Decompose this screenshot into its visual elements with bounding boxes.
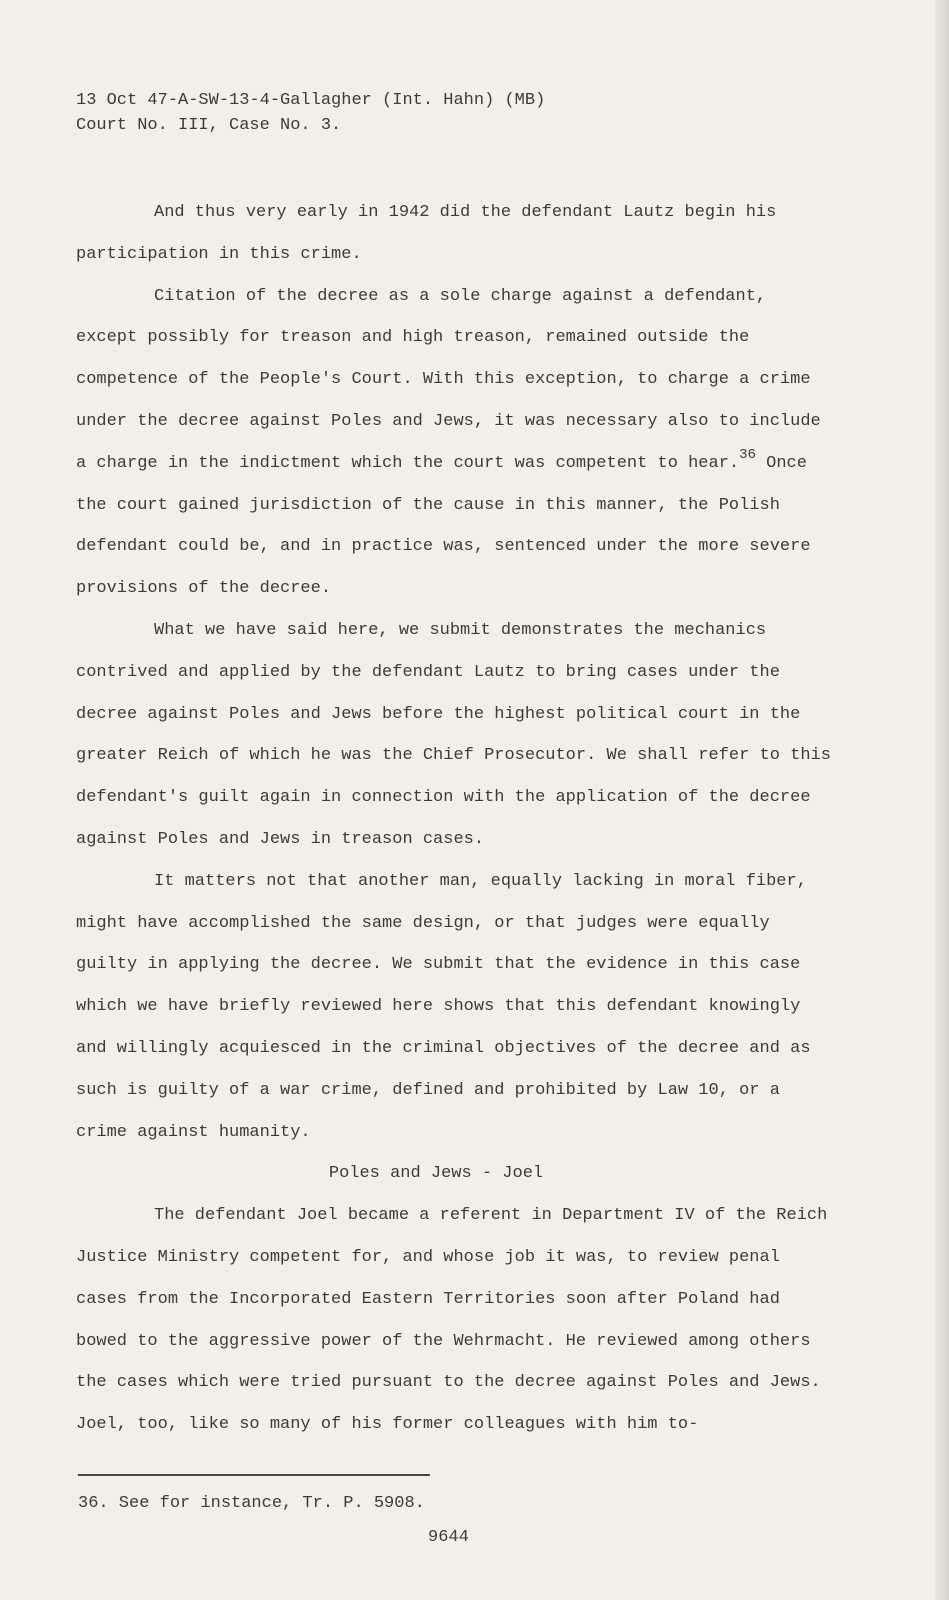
paragraph-2-text: Citation of the decree as a sole charge against a defendant, except possibly for treason and high treason, remained outside the competence of the People's Court. With this exception, to charge a crime under the decree against Poles and Jews, it was necessary also to include a charge in the indictment which the court was competent to hear. xyxy=(76,286,821,473)
footnote-reference: 36 xyxy=(739,446,756,463)
paragraph-5: The defendant Joel became a referent in Department IV of the Reich Justice Ministry competent for, and whose job it was, to review penal cases from the Incorporated Eastern Territories soon after Poland had bowed to the aggressive power of the Wehrmacht. He reviewed among others the cases which were tried pursuant to the decree against Poles and Jews. Joel, too, like so many of his former colleagues with him to- xyxy=(76,1206,828,1435)
paragraph-3: What we have said here, we submit demonstrates the mechanics contrived and applied by the defendant Lautz to bring cases under the decree against Poles and Jews before the highest political court in the greater Reich of which he was the Chief Prosecutor. We shall refer to this defendant's guilt again in connection with the application of the decree against Poles and Jews in treason cases. xyxy=(76,620,831,849)
page-number: 9644 xyxy=(428,1528,469,1547)
header-line-2: Court No. III, Case No. 3. xyxy=(76,116,342,135)
paragraph-2-continuation: Once the court gained jurisdiction of the cause in this manner, the Polish defendant could be, and in practice was, sentenced under the more severe provisions of the decree. xyxy=(76,453,811,599)
paragraph-4: It matters not that another man, equally lacking in moral fiber, might have accomplished the same design, or that judges were equally guilty in applying the decree. We submit that the evidence in this case which we have briefly reviewed here shows that this defendant knowingly and willingly acquiesced in the criminal objectives of the decree and as such is guilty of a war crime, defined and prohibited by Law 10, or a crime against humanity. xyxy=(76,871,811,1142)
document-body xyxy=(76,192,836,1446)
document-header xyxy=(76,88,545,138)
paragraph-2 xyxy=(76,276,836,610)
page-edge-shadow xyxy=(935,0,949,1600)
footnote: 36. See for instance, Tr. P. 5908. xyxy=(78,1494,425,1513)
footnote-divider xyxy=(78,1474,430,1476)
section-heading: Poles and Jews - Joel xyxy=(328,1164,544,1184)
header-line-1: 13 Oct 47-A-SW-13-4-Gallagher (Int. Hahn) (MB) xyxy=(76,91,546,110)
paragraph-1: And thus very early in 1942 did the defendant Lautz begin his participation in this crime. xyxy=(76,203,777,264)
